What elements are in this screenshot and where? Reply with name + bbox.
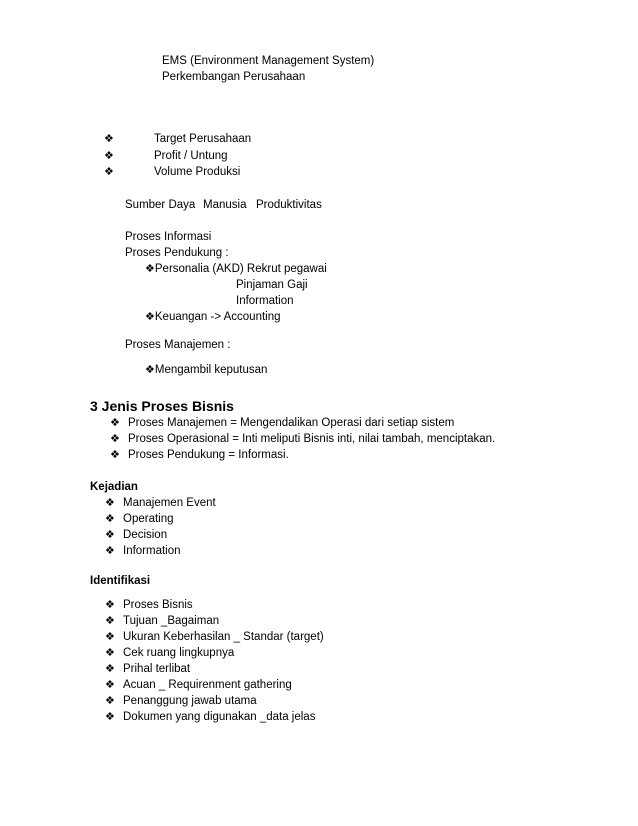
identifikasi-item <box>105 645 234 661</box>
identifikasi-label: Proses Bisnis <box>123 599 193 611</box>
identifikasi-label: Prihal terlibat <box>123 663 191 675</box>
identifikasi-item <box>105 661 190 677</box>
proses-manajemen: Proses Manajemen : <box>125 339 231 351</box>
keuangan-item <box>145 309 281 325</box>
kejadian-item <box>105 511 174 527</box>
kejadian-label: Information <box>123 545 181 557</box>
diamond-bullet-icon: ❖ <box>145 364 155 376</box>
jenis-title: 3 Jenis Proses Bisnis <box>90 398 234 414</box>
target-item <box>104 148 228 164</box>
jenis-label: Proses Operasional = Inti meliputi Bisnis inti, nilai tambah, menciptakan. <box>128 433 496 445</box>
diamond-bullet-icon: ❖ <box>105 631 115 643</box>
resource-sumber-daya: Sumber Daya <box>125 199 196 211</box>
diamond-bullet-icon: ❖ <box>105 545 115 557</box>
diamond-bullet-icon: ❖ <box>105 663 115 675</box>
diamond-bullet-icon: ❖ <box>105 497 115 509</box>
kejadian-label: Manajemen Event <box>123 497 216 509</box>
diamond-bullet-icon: ❖ <box>105 529 115 541</box>
identifikasi-label: Tujuan _Bagaiman <box>123 615 220 627</box>
kejadian-label: Decision <box>123 529 168 541</box>
target-item <box>104 164 241 180</box>
diamond-bullet-icon: ❖ <box>145 311 155 323</box>
kejadian-title: Kejadian <box>90 481 138 493</box>
identifikasi-title: Identifikasi <box>90 575 151 587</box>
kejadian-item <box>105 495 216 511</box>
personalia-item <box>145 261 327 277</box>
identifikasi-label: Acuan _ Requirenment gathering <box>123 679 292 691</box>
jenis-label: Proses Manajemen = Mengendalikan Operasi dari setiap sistem <box>128 417 455 429</box>
diamond-bullet-icon: ❖ <box>105 647 115 659</box>
information-text: Information <box>236 295 294 307</box>
diamond-bullet-icon: ❖ <box>105 695 115 707</box>
identifikasi-item <box>105 597 193 613</box>
diamond-bullet-icon: ❖ <box>104 150 114 162</box>
diamond-bullet-icon: ❖ <box>110 417 120 429</box>
keuangan-label: Keuangan -> Accounting <box>154 311 281 323</box>
resource-produktivitas: Produktivitas <box>256 199 322 211</box>
proses-informasi: Proses Informasi <box>125 231 212 243</box>
header-line-1: EMS (Environment Management System) <box>162 55 375 67</box>
diamond-bullet-icon: ❖ <box>105 513 115 525</box>
identifikasi-label: Ukuran Keberhasilan _ Standar (target) <box>123 631 324 643</box>
jenis-item <box>110 431 495 447</box>
identifikasi-item <box>105 677 292 693</box>
target-label: Target Perusahaan <box>154 133 252 145</box>
target-item <box>104 131 252 147</box>
diamond-bullet-icon: ❖ <box>105 615 115 627</box>
jenis-item <box>110 447 289 463</box>
target-label: Profit / Untung <box>154 150 228 162</box>
identifikasi-item <box>105 693 257 709</box>
diamond-bullet-icon: ❖ <box>145 263 155 275</box>
identifikasi-label: Cek ruang lingkupnya <box>123 647 235 659</box>
identifikasi-label: Penanggung jawab utama <box>123 695 257 707</box>
identifikasi-item <box>105 709 315 725</box>
diamond-bullet-icon: ❖ <box>105 599 115 611</box>
diamond-bullet-icon: ❖ <box>104 166 114 178</box>
identifikasi-label: Dokumen yang digunakan _data jelas <box>123 711 316 723</box>
diamond-bullet-icon: ❖ <box>105 711 115 723</box>
jenis-item <box>110 415 454 431</box>
resource-manusia: Manusia <box>203 199 247 211</box>
target-label: Volume Produksi <box>154 166 241 178</box>
mengambil-label: Mengambil keputusan <box>154 364 268 376</box>
diamond-bullet-icon: ❖ <box>110 449 120 461</box>
mengambil-item <box>145 362 267 378</box>
identifikasi-item <box>105 629 324 645</box>
diamond-bullet-icon: ❖ <box>110 433 120 445</box>
jenis-label: Proses Pendukung = Informasi. <box>128 449 289 461</box>
diamond-bullet-icon: ❖ <box>104 133 114 145</box>
kejadian-label: Operating <box>123 513 174 525</box>
personalia-label: Personalia (AKD) Rekrut pegawai <box>154 263 327 275</box>
header-line-2: Perkembangan Perusahaan <box>162 71 306 83</box>
identifikasi-item <box>105 613 219 629</box>
kejadian-item <box>105 543 181 559</box>
proses-pendukung: Proses Pendukung : <box>125 247 229 259</box>
pinjaman-gaji: Pinjaman Gaji <box>236 279 308 291</box>
diamond-bullet-icon: ❖ <box>105 679 115 691</box>
kejadian-item <box>105 527 167 543</box>
